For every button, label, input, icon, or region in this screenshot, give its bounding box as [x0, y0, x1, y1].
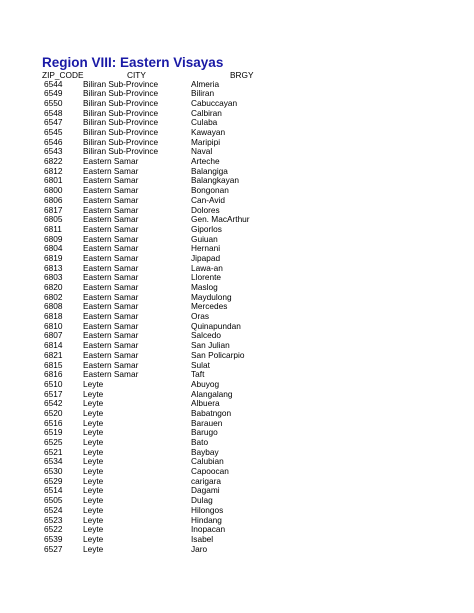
brgy-cell: Babatngon — [191, 407, 232, 418]
header-brgy: BRGY — [230, 70, 254, 80]
brgy-cell: Llorente — [191, 272, 221, 283]
table-row — [0, 409, 474, 419]
table-row — [0, 390, 474, 400]
zip-code-cell: 6542 — [44, 398, 63, 409]
brgy-cell: Hindang — [191, 514, 222, 525]
zip-code-cell: 6527 — [44, 543, 63, 554]
province-cell: Biliran Sub-Province — [83, 88, 159, 99]
table-row — [0, 128, 474, 138]
table-row — [0, 264, 474, 274]
zip-code-cell: 6517 — [44, 388, 63, 399]
province-cell: Leyte — [83, 485, 104, 496]
table-row — [0, 351, 474, 361]
zip-code-cell: 6815 — [44, 359, 63, 370]
province-cell: Leyte — [83, 533, 104, 544]
zip-code-cell: 6809 — [44, 233, 63, 244]
table-row — [0, 477, 474, 487]
zip-code-cell: 6522 — [44, 524, 63, 535]
table-row — [0, 322, 474, 332]
brgy-cell: Alangalang — [191, 388, 233, 399]
province-cell: Eastern Samar — [83, 262, 139, 273]
table-row — [0, 176, 474, 186]
province-cell: Leyte — [83, 398, 104, 409]
zip-code-cell: 6519 — [44, 427, 63, 438]
brgy-cell: Hernani — [191, 243, 221, 254]
page-title: Region VIII: Eastern Visayas — [42, 55, 224, 70]
table-row — [0, 109, 474, 119]
table-row — [0, 535, 474, 545]
brgy-cell: Dolores — [191, 204, 220, 215]
brgy-cell: Salcedo — [191, 330, 221, 341]
zip-code-cell: 6545 — [44, 127, 63, 138]
province-cell: Eastern Samar — [83, 291, 139, 302]
zip-code-cell: 6814 — [44, 340, 63, 351]
zip-code-cell: 6818 — [44, 311, 63, 322]
province-cell: Leyte — [83, 543, 104, 554]
table-header — [0, 70, 474, 80]
province-cell: Eastern Samar — [83, 272, 139, 283]
province-cell: Leyte — [83, 524, 104, 535]
zip-code-cell: 6514 — [44, 485, 63, 496]
zip-code-cell: 6546 — [44, 136, 63, 147]
brgy-cell: Cabuccayan — [191, 97, 238, 108]
zip-code-cell: 6543 — [44, 146, 63, 157]
zip-code-cell: 6802 — [44, 291, 63, 302]
province-cell: Eastern Samar — [83, 194, 139, 205]
zip-code-cell: 6550 — [44, 97, 63, 108]
header-zip-code: ZIP_CODE — [42, 70, 84, 80]
province-cell: Leyte — [83, 514, 104, 525]
zip-code-cell: 6811 — [44, 223, 62, 234]
brgy-cell: Culaba — [191, 117, 218, 128]
table-row — [0, 428, 474, 438]
province-cell: Eastern Samar — [83, 311, 139, 322]
table-row — [0, 235, 474, 245]
brgy-cell: Isabel — [191, 533, 214, 544]
province-cell: Eastern Samar — [83, 204, 139, 215]
table-row — [0, 399, 474, 409]
province-cell: Eastern Samar — [83, 282, 139, 293]
province-cell: Biliran Sub-Province — [83, 127, 159, 138]
province-cell: Leyte — [83, 504, 104, 515]
province-cell: Biliran Sub-Province — [83, 107, 159, 118]
table-row — [0, 496, 474, 506]
brgy-cell: Balangiga — [191, 165, 228, 176]
province-cell: Biliran Sub-Province — [83, 136, 159, 147]
table-row — [0, 244, 474, 254]
brgy-cell: Sulat — [191, 359, 210, 370]
zip-code-cell: 6539 — [44, 533, 63, 544]
table-body — [0, 80, 474, 555]
zip-code-cell: 6816 — [44, 369, 63, 380]
brgy-cell: Inopacan — [191, 524, 226, 535]
table-row — [0, 361, 474, 371]
table-row — [0, 545, 474, 555]
brgy-cell: Balangkayan — [191, 175, 239, 186]
table-row — [0, 283, 474, 293]
zip-code-cell: 6548 — [44, 107, 63, 118]
table-row — [0, 118, 474, 128]
zip-code-cell: 6534 — [44, 456, 63, 467]
zip-code-cell: 6530 — [44, 466, 63, 477]
zip-code-cell: 6516 — [44, 417, 63, 428]
brgy-cell: Giporlos — [191, 223, 222, 234]
province-cell: Leyte — [83, 427, 104, 438]
zip-code-cell: 6821 — [44, 349, 63, 360]
province-cell: Eastern Samar — [83, 185, 139, 196]
province-cell: Leyte — [83, 417, 104, 428]
brgy-cell: Calubian — [191, 456, 224, 467]
brgy-cell: Arteche — [191, 156, 220, 167]
table-row — [0, 448, 474, 458]
zip-code-cell: 6804 — [44, 243, 63, 254]
province-cell: Eastern Samar — [83, 243, 139, 254]
province-cell: Biliran Sub-Province — [83, 117, 159, 128]
zip-code-cell: 6801 — [44, 175, 63, 186]
province-cell: Eastern Samar — [83, 156, 139, 167]
zip-code-cell: 6525 — [44, 437, 63, 448]
table-row — [0, 457, 474, 467]
province-cell: Leyte — [83, 495, 104, 506]
province-cell: Eastern Samar — [83, 214, 139, 225]
brgy-cell: Gen. MacArthur — [191, 214, 250, 225]
brgy-cell: Bato — [191, 437, 209, 448]
header-city: CITY — [127, 70, 146, 80]
zip-code-cell: 6544 — [44, 78, 63, 89]
zip-code-cell: 6805 — [44, 214, 63, 225]
province-cell: Eastern Samar — [83, 349, 139, 360]
brgy-cell: Lawa-an — [191, 262, 223, 273]
brgy-cell: Abuyog — [191, 378, 220, 389]
brgy-cell: Hilongos — [191, 504, 224, 515]
table-row — [0, 486, 474, 496]
zip-code-cell: 6822 — [44, 156, 63, 167]
brgy-cell: Calbiran — [191, 107, 222, 118]
province-cell: Eastern Samar — [83, 330, 139, 341]
table-row — [0, 99, 474, 109]
brgy-cell: Baybay — [191, 446, 219, 457]
province-cell: Eastern Samar — [83, 301, 139, 312]
table-row — [0, 438, 474, 448]
table-row — [0, 506, 474, 516]
brgy-cell: Jipapad — [191, 252, 221, 263]
zip-code-cell: 6807 — [44, 330, 63, 341]
table-row — [0, 138, 474, 148]
table-row — [0, 370, 474, 380]
table-row — [0, 331, 474, 341]
zip-code-cell: 6524 — [44, 504, 63, 515]
zip-code-cell: 6800 — [44, 185, 63, 196]
table-row — [0, 215, 474, 225]
brgy-cell: Jaro — [191, 543, 208, 554]
zip-code-cell: 6510 — [44, 378, 63, 389]
zip-code-cell: 6505 — [44, 495, 63, 506]
province-cell: Leyte — [83, 388, 104, 399]
brgy-cell: carigara — [191, 475, 221, 486]
brgy-cell: Maslog — [191, 282, 218, 293]
zip-code-cell: 6529 — [44, 475, 63, 486]
table-row — [0, 273, 474, 283]
brgy-cell: Bongonan — [191, 185, 229, 196]
brgy-cell: Maripipi — [191, 136, 221, 147]
brgy-cell: Biliran — [191, 88, 215, 99]
brgy-cell: Albuera — [191, 398, 220, 409]
zip-code-cell: 6523 — [44, 514, 63, 525]
brgy-cell: Barugo — [191, 427, 218, 438]
brgy-cell: Taft — [191, 369, 205, 380]
brgy-cell: Barauen — [191, 417, 223, 428]
zip-code-cell: 6812 — [44, 165, 63, 176]
province-cell: Leyte — [83, 378, 104, 389]
province-cell: Eastern Samar — [83, 359, 139, 370]
province-cell: Biliran Sub-Province — [83, 146, 159, 157]
province-cell: Eastern Samar — [83, 252, 139, 263]
table-row — [0, 196, 474, 206]
brgy-cell: San Julian — [191, 340, 230, 351]
table-row — [0, 147, 474, 157]
table-row — [0, 302, 474, 312]
brgy-cell: Quinapundan — [191, 320, 241, 331]
province-cell: Biliran Sub-Province — [83, 97, 159, 108]
zip-code-cell: 6806 — [44, 194, 63, 205]
brgy-cell: Capoocan — [191, 466, 229, 477]
province-cell: Leyte — [83, 437, 104, 448]
table-row — [0, 157, 474, 167]
brgy-cell: Oras — [191, 311, 209, 322]
table-row — [0, 254, 474, 264]
zip-code-cell: 6813 — [44, 262, 63, 273]
province-cell: Eastern Samar — [83, 369, 139, 380]
zip-code-cell: 6547 — [44, 117, 63, 128]
province-cell: Eastern Samar — [83, 340, 139, 351]
table-row — [0, 525, 474, 535]
province-cell: Biliran Sub-Province — [83, 78, 159, 89]
province-cell: Eastern Samar — [83, 320, 139, 331]
zip-code-cell: 6549 — [44, 88, 63, 99]
table-row — [0, 380, 474, 390]
province-cell: Leyte — [83, 466, 104, 477]
table-row — [0, 467, 474, 477]
zip-code-cell: 6520 — [44, 407, 63, 418]
zip-code-cell: 6810 — [44, 320, 63, 331]
zip-code-cell: 6817 — [44, 204, 63, 215]
brgy-cell: Guiuan — [191, 233, 218, 244]
table-row — [0, 186, 474, 196]
brgy-cell: Dulag — [191, 495, 213, 506]
brgy-cell: San Policarpio — [191, 349, 245, 360]
brgy-cell: Almeria — [191, 78, 220, 89]
province-cell: Eastern Samar — [83, 233, 139, 244]
table-row — [0, 80, 474, 90]
zip-code-cell: 6803 — [44, 272, 63, 283]
province-cell: Leyte — [83, 407, 104, 418]
brgy-cell: Naval — [191, 146, 213, 157]
brgy-cell: Mercedes — [191, 301, 228, 312]
province-cell: Leyte — [83, 446, 104, 457]
province-cell: Eastern Samar — [83, 175, 139, 186]
zip-code-cell: 6819 — [44, 252, 63, 263]
province-cell: Eastern Samar — [83, 223, 139, 234]
table-row — [0, 419, 474, 429]
province-cell: Leyte — [83, 456, 104, 467]
province-cell: Eastern Samar — [83, 165, 139, 176]
zip-code-cell: 6820 — [44, 282, 63, 293]
table-row — [0, 89, 474, 99]
brgy-cell: Can-Avid — [191, 194, 225, 205]
brgy-cell: Kawayan — [191, 127, 226, 138]
table-row — [0, 225, 474, 235]
zip-code-cell: 6808 — [44, 301, 63, 312]
province-cell: Leyte — [83, 475, 104, 486]
table-row — [0, 293, 474, 303]
table-row — [0, 516, 474, 526]
brgy-cell: Dagami — [191, 485, 220, 496]
brgy-cell: Maydulong — [191, 291, 232, 302]
zip-code-cell: 6521 — [44, 446, 63, 457]
